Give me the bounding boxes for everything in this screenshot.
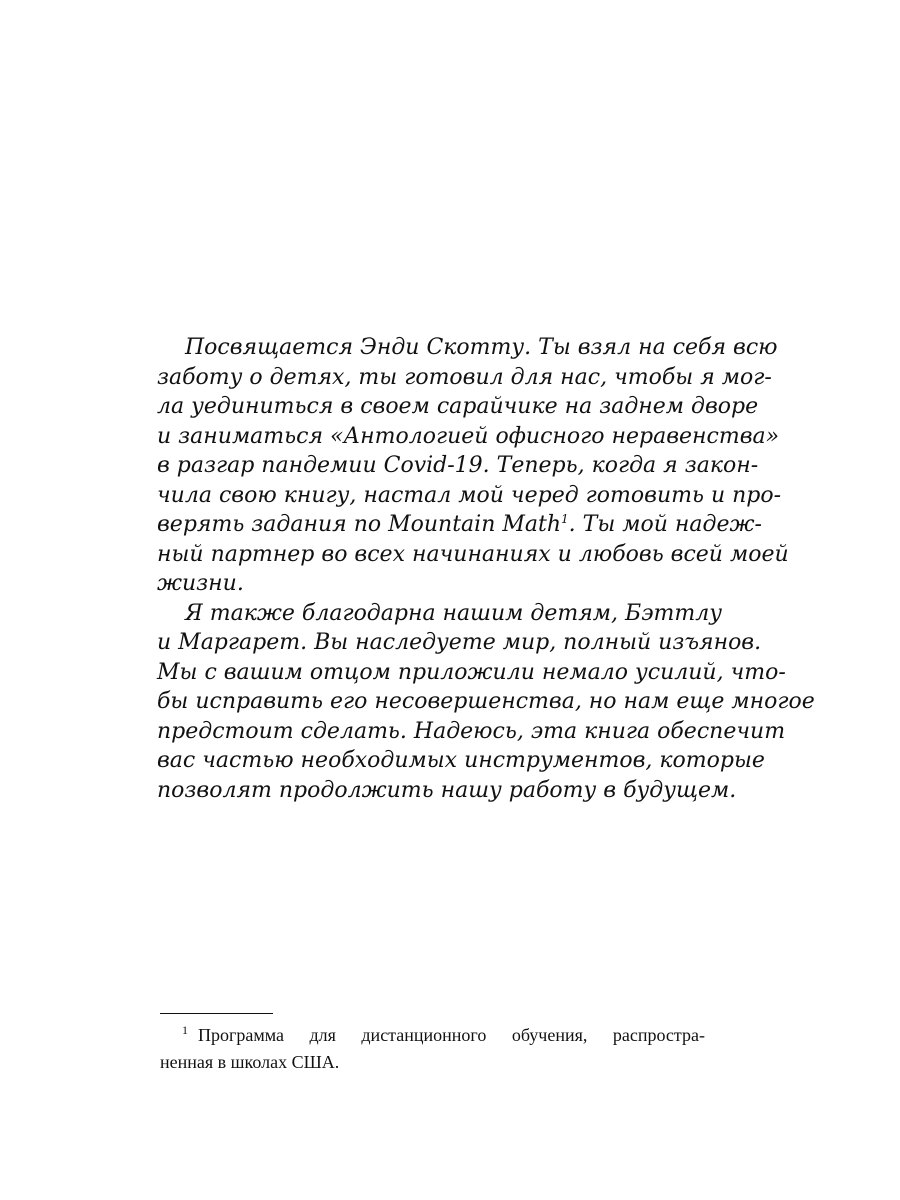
text-line-with-footnote: верять задания по Mountain Math$^1$. Ты мой надеж- [157, 512, 762, 537]
text-line: Посвящается Энди Скотту. Ты взял на себя всю [185, 335, 778, 360]
footnote-line: ненная в школах США. [160, 1052, 340, 1072]
footnote-reference: 1 [561, 512, 569, 526]
text-line: жизни. [157, 571, 244, 596]
text-line: и Маргарет. Вы наследуете мир, полный изъянов. [157, 630, 762, 655]
footnote-number: 1 [182, 1023, 188, 1037]
text-fragment: Ты мой надеж- [582, 512, 762, 537]
text-line: и заниматься «Антологией офисного неравенства» [157, 423, 780, 449]
dedication-paragraph-2 [157, 599, 815, 806]
footnote-line [160, 1022, 705, 1049]
dedication-paragraph-1 [157, 333, 789, 599]
footnote [160, 1022, 705, 1076]
text-line: вас частью необходимых инструментов, которые [157, 748, 765, 773]
text-line: заботу о детях, ты готовил для нас, чтобы я мог- [157, 364, 772, 390]
footnote-divider [160, 1013, 273, 1014]
text-line: ла уединиться в своем сарайчике на заднем дворе [157, 394, 759, 419]
text-line: чила свою книгу, настал мой черед готовить и про- [157, 482, 782, 508]
text-line: бы исправить его несовершенства, но нам еще многое [157, 689, 815, 714]
footnote-text: Программа для дистанционного обучения, распростра- [198, 1025, 705, 1045]
text-line: Мы с вашим отцом приложили немало усилий, что- [157, 659, 786, 685]
text-fragment: верять задания по Mountain Math [157, 512, 562, 537]
text-line: позволят продолжить нашу работу в будущем. [157, 777, 737, 803]
text-line: ный партнер во всех начинаниях и любовь всей моей [157, 541, 789, 567]
text-line: предстоит сделать. Надеюсь, эта книга обеспечит [157, 718, 786, 744]
text-line: в разгар пандемии Covid-19. Теперь, когда я закон- [157, 453, 759, 478]
dedication-text [157, 333, 815, 805]
text-line: Я также благодарна нашим детям, Бэттлу [185, 600, 723, 626]
